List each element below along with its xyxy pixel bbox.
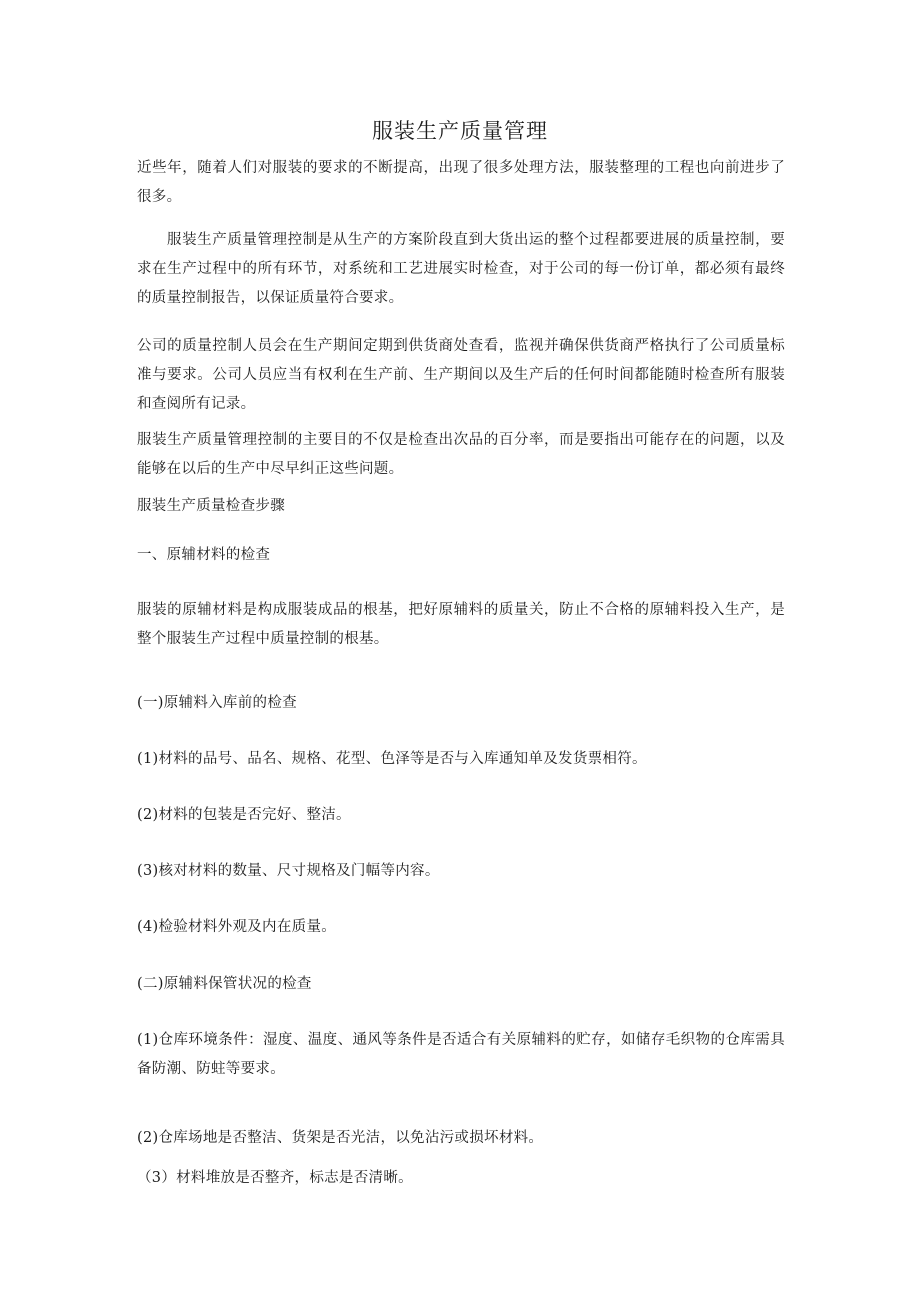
paragraph-intro: 近些年，随着人们对服装的要求的不断提高，出现了很多处理方法，服装整理的工程也向前进步了很多。 [137,160,785,205]
paragraph-materials-basis: 服装的原辅材料是构成服装成品的根基，把好原辅料的质量关，防止不合格的原辅料投入生产，是整个服装生产过程中质量控制的根基。 [137,602,785,647]
list-item-4: (4)检验材料外观及内在质量。 [137,919,337,935]
subheading-storage-condition: (二)原辅料保管状况的检查 [137,976,312,992]
subheading-pre-storage: (一)原辅料入库前的检查 [137,695,297,711]
paragraph-definition: 服装生产质量管理控制是从生产的方案阶段直到大货出运的整个过程都要进展的质量控制，要求在生产过程中的所有环节，对系统和工艺进展实时检查，对于公司的每一份订单，都必须有最终的质量控制报告，以保证质量符合要求。 [137,232,785,306]
section-heading-steps: 服装生产质量检查步骤 [137,498,285,514]
list-item-material-stacking: （3）材料堆放是否整齐，标志是否清晰。 [137,1170,413,1186]
list-item-3: (3)核对材料的数量、尺寸规格及门幅等内容。 [137,863,440,879]
list-item-warehouse-site: (2)仓库场地是否整洁、货架是否光洁，以免沾污或损坏材料。 [137,1130,544,1146]
list-item-2: (2)材料的包装是否完好、整洁。 [137,807,351,823]
list-item-warehouse-environment: (1)仓库环境条件：湿度、温度、通风等条件是否适合有关原辅料的贮存，如储存毛织物的仓库需具备防潮、防蛀等要求。 [137,1032,785,1077]
document-title: 服装生产质量管理 [372,119,548,143]
paragraph-inspection-staff: 公司的质量控制人员会在生产期间定期到供货商处查看，监视并确保供货商严格执行了公司质量标准与要求。公司人员应当有权利在生产前、生产期间以及生产后的任何时间都能随时检查所有服装和查阅所有记录。 [137,338,785,412]
section-heading-materials: 一、原辅材料的检查 [137,547,271,563]
paragraph-purpose: 服装生产质量管理控制的主要目的不仅是检查出次品的百分率，而是要指出可能存在的问题，以及能够在以后的生产中尽早纠正这些问题。 [137,432,785,477]
list-item-1: (1)材料的品号、品名、规格、花型、色泽等是否与入库通知单及发货票相符。 [137,751,647,767]
